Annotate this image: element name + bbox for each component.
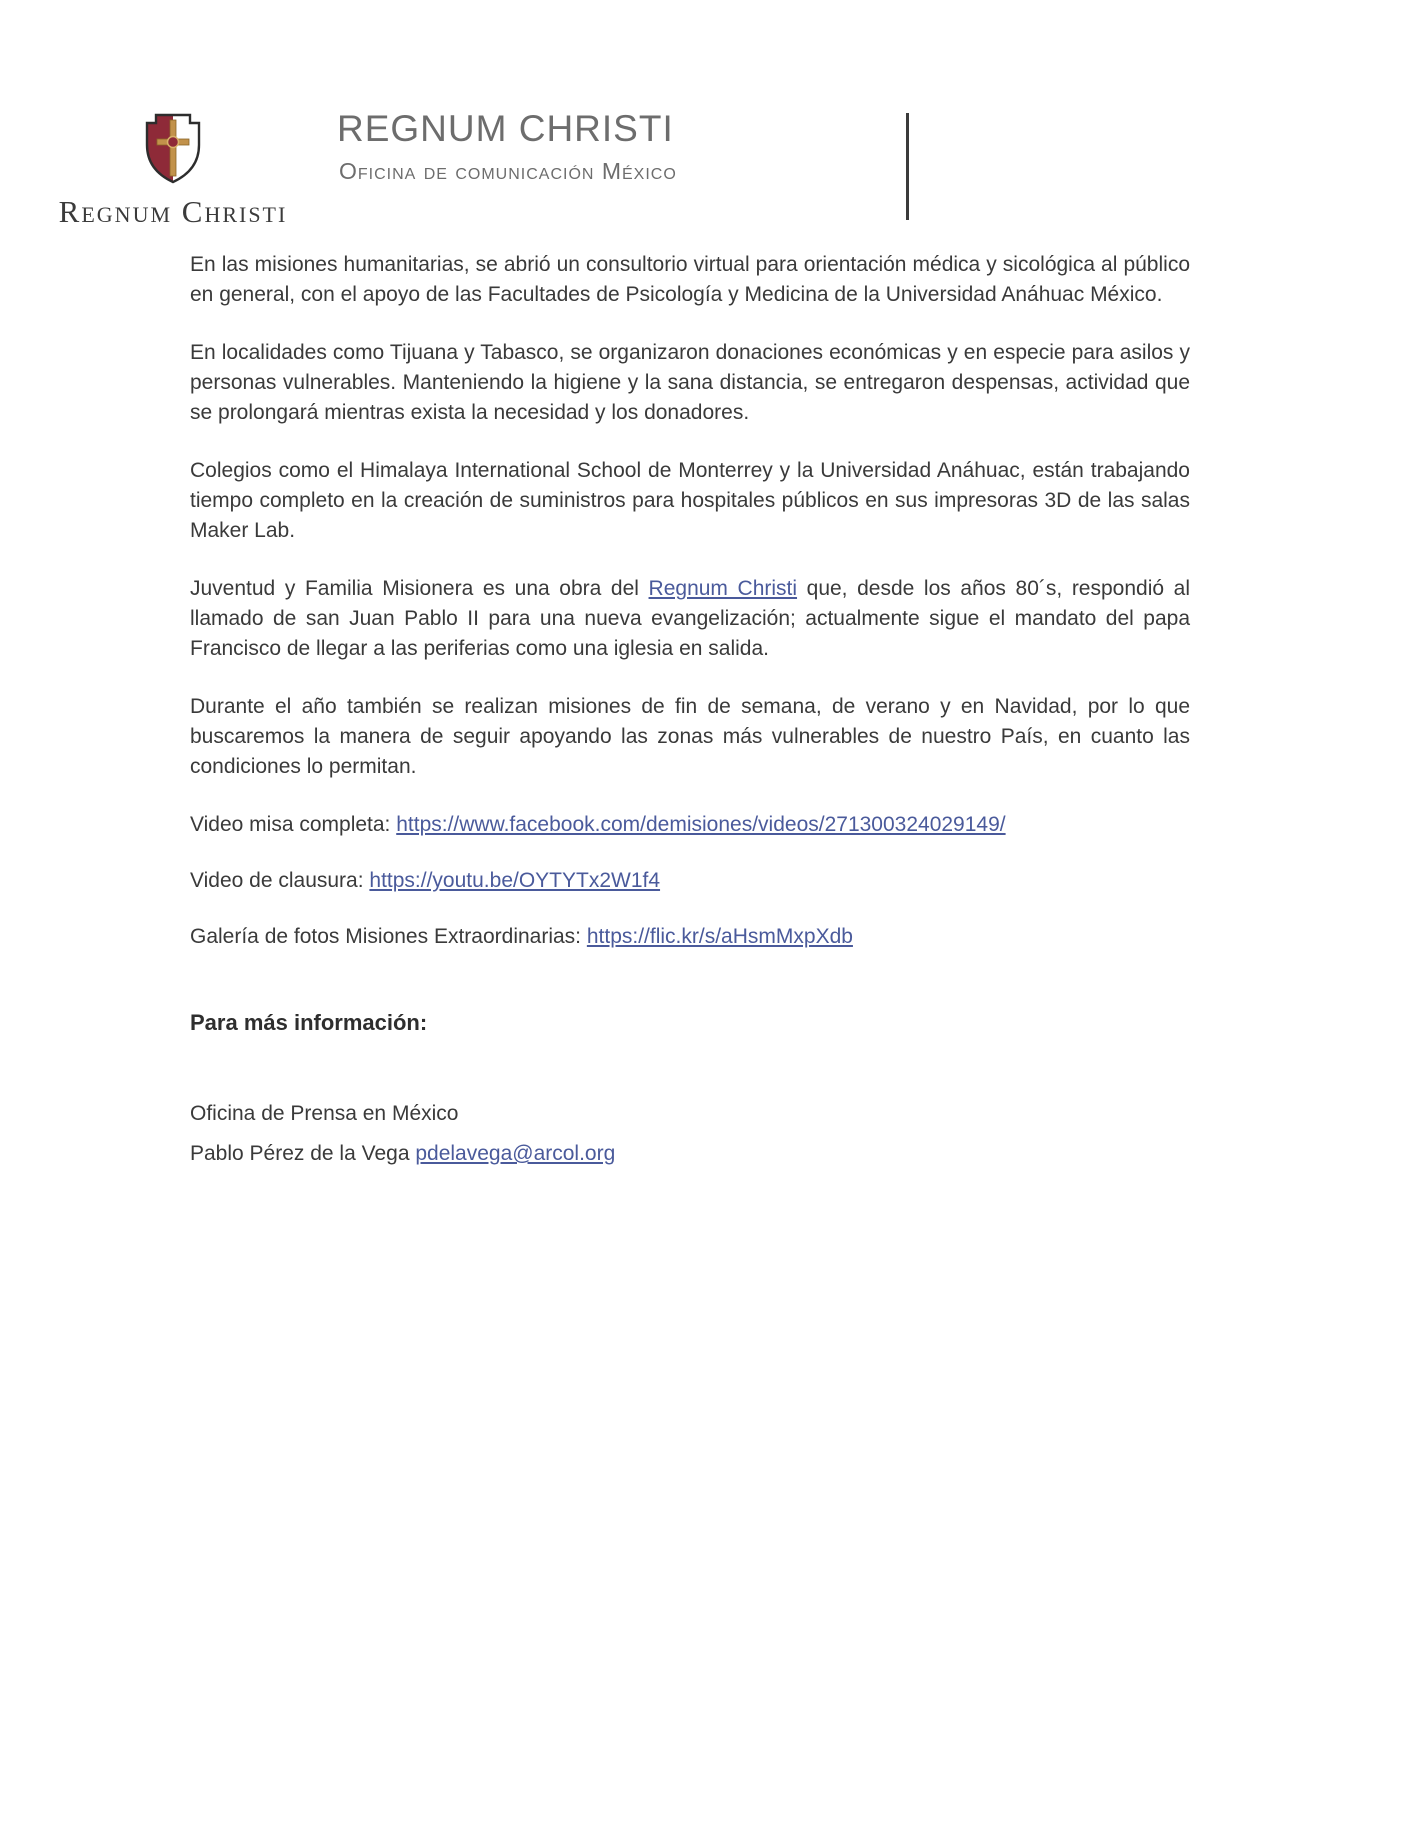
logo-wordmark: Regnum Christi — [58, 194, 288, 229]
galeria-fotos-row — [190, 922, 1190, 952]
video-misa-row — [190, 810, 1190, 840]
video-clausura-row — [190, 866, 1190, 896]
body-paragraph-3: Colegios como el Himalaya International School de Monterrey y la Universidad Anáhuac, están trabajando tiempo completo en la creación de suministros para hospitales públicos en sus impresoras 3D de las salas Maker Lab. — [190, 459, 1190, 542]
paragraph-4-text-before: Juventud y Familia Misionera es una obra del — [190, 577, 649, 600]
video-clausura-label: Video de clausura: — [190, 869, 370, 892]
body-paragraph-1: En las misiones humanitarias, se abrió un consultorio virtual para orientación médica y sicológica al público en general, con el apoyo de las Facultades de Psicología y Medicina de la Universidad Anáhuac México. — [190, 253, 1190, 306]
body-paragraph-4 — [190, 574, 1190, 664]
flickr-gallery-link[interactable]: https://flic.kr/s/aHsmMxpXdb — [586, 925, 853, 948]
header-subtitle: Oficina de comunicación México — [339, 158, 677, 184]
body-paragraph-5: Durante el año también se realizan misiones de fin de semana, de verano y en Navidad, por lo que buscaremos la manera de seguir apoyando las zonas más vulnerables de nuestro País, en cuanto las condiciones lo permitan. — [190, 695, 1190, 778]
header-title: REGNUM CHRISTI — [337, 108, 674, 149]
regnum-christi-shield-icon — [141, 111, 205, 185]
more-info-heading: Para más información: — [190, 1010, 428, 1035]
contact-person-line — [190, 1134, 1190, 1174]
contact-block — [190, 1094, 1190, 1174]
facebook-video-link[interactable]: https://www.facebook.com/demisiones/videos/271300324029149/ — [396, 813, 1006, 836]
document-body — [190, 250, 1190, 1174]
youtube-video-link[interactable]: https://youtu.be/OYTYTx2W1f4 — [369, 869, 661, 892]
contact-email-link[interactable]: pdelavega@arcol.org — [415, 1142, 616, 1165]
header-divider — [906, 113, 909, 220]
contact-person-name: Pablo Pérez de la Vega — [190, 1142, 416, 1165]
body-paragraph-2: En localidades como Tijuana y Tabasco, se organizaron donaciones económicas y en especie para asilos y personas vulnerables. Manteniendo la higiene y la sana distancia, se entregaron despensas, actividad que se prolongará mientras exista la necesidad y los donadores. — [190, 341, 1190, 424]
regnum-christi-link[interactable]: Regnum Christi — [648, 577, 798, 600]
galeria-fotos-label: Galería de fotos Misiones Extraordinarias: — [190, 925, 587, 948]
video-misa-label: Video misa completa: — [190, 813, 397, 836]
contact-office-line: Oficina de Prensa en México — [190, 1102, 459, 1125]
paragraph-4-text-after: que, desde los años 80´s, respondió al llamado de san Juan Pablo II para una nueva evangelización; actualmente sigue el mandato del papa Francisco de llegar a las periferias como una iglesia en salida. — [190, 577, 1190, 660]
logo-block — [40, 111, 306, 230]
